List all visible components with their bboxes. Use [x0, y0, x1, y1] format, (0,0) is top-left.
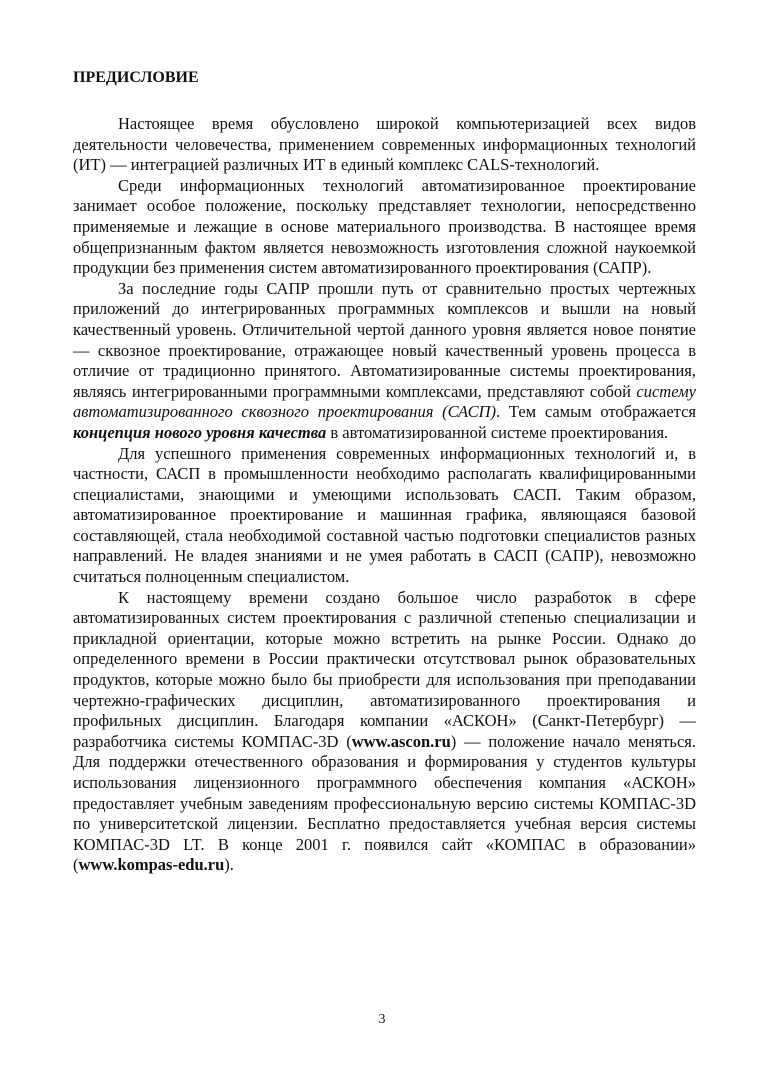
paragraph-1: Настоящее время обусловлено широкой компьютеризацией всех видов деятельности человечества, применением современных информационных технологий (ИТ) — интеграцией различных ИТ в единый комплекс CALS-технологий.: [73, 114, 696, 175]
paragraph-3-text-c: в автоматизированной системе проектирования.: [326, 422, 669, 442]
paragraph-3: [73, 279, 696, 444]
paragraph-3-text-a: За последние годы САПР прошли путь от сравнительно простых чертежных приложений до интегрированных программных комплексов и вышли на новый качественный уровень. Отличительной чертой данного уровня является новое понятие — сквозное проектирование, отражающее новый качественный уровень процесса в отличие от традиционно принятого. Автоматизированные системы проектирования, являясь интегрированными программными комплексами, представляют собой: [73, 278, 696, 401]
ascon-url: www.ascon.ru: [351, 731, 451, 751]
sasp-term-italic: систему автоматизированного сквозного проектирования (САСП): [73, 381, 696, 422]
kompas-edu-url: www.kompas-edu.ru: [78, 855, 225, 875]
paragraph-5-text-a: К настоящему времени создано большое число разработок в сфере автоматизированных систем проектирования с различной степенью специализации и прикладной ориентации, которые можно встретить на рынке России. Однако до определенного времени в России практически отсутствовал рынок образовательных продуктов, которые можно было бы приобрести для использования при преподавании чертежно-графических дисциплин, автоматизированного проектирования и профильных дисциплин. Благодаря компании «АСКОН» (Санкт-Петербург) — разработчика системы КОМПАС-3D (: [73, 587, 696, 751]
section-heading: ПРЕДИСЛОВИЕ: [73, 69, 199, 86]
paragraph-5: [73, 588, 696, 876]
document-page: [73, 68, 696, 876]
paragraph-3-text-b: . Тем самым отображается: [496, 402, 696, 422]
paragraph-2: Среди информационных технологий автоматизированное проектирование занимает особое положение, поскольку представляет технологии, непосредственно применяемые и лежащие в основе материального производства. В настоящее время общепризнанным фактом является невозможность изготовления сложной наукоемкой продукции без применения систем автоматизированного проектирования (САПР).: [73, 175, 696, 278]
quality-concept-emphasis: концепция нового уровня качества: [73, 422, 327, 442]
paragraph-5-text-b: ) — положение начало меняться. Для поддержки отечественного образования и формирования у студентов культуры использования лицензионного программного обеспечения компания «АСКОН» предоставляет учебным заведениям профессиональную версию системы КОМПАС-3D по университетской лицензии. Бесплатно предоставляется учебная версия системы КОМПАС-3D LT. В конце 2001 г. появился сайт «КОМПАС в образовании» (: [73, 731, 696, 875]
paragraph-5-text-c: ).: [224, 855, 234, 875]
page-number: 3: [378, 1012, 386, 1027]
paragraph-4: Для успешного применения современных информационных технологий и, в частности, САСП в промышленности необходимо располагать квалифицированными специалистами, знающими и умеющими использовать САСП. Таким образом, автоматизированное проектирование и машинная графика, являющаяся базовой составляющей, стала необходимой составной частью подготовки специалистов разных направлений. Не владея знаниями и не умея работать в САСП (САПР), невозможно считаться полноценным специалистом.: [73, 443, 696, 587]
